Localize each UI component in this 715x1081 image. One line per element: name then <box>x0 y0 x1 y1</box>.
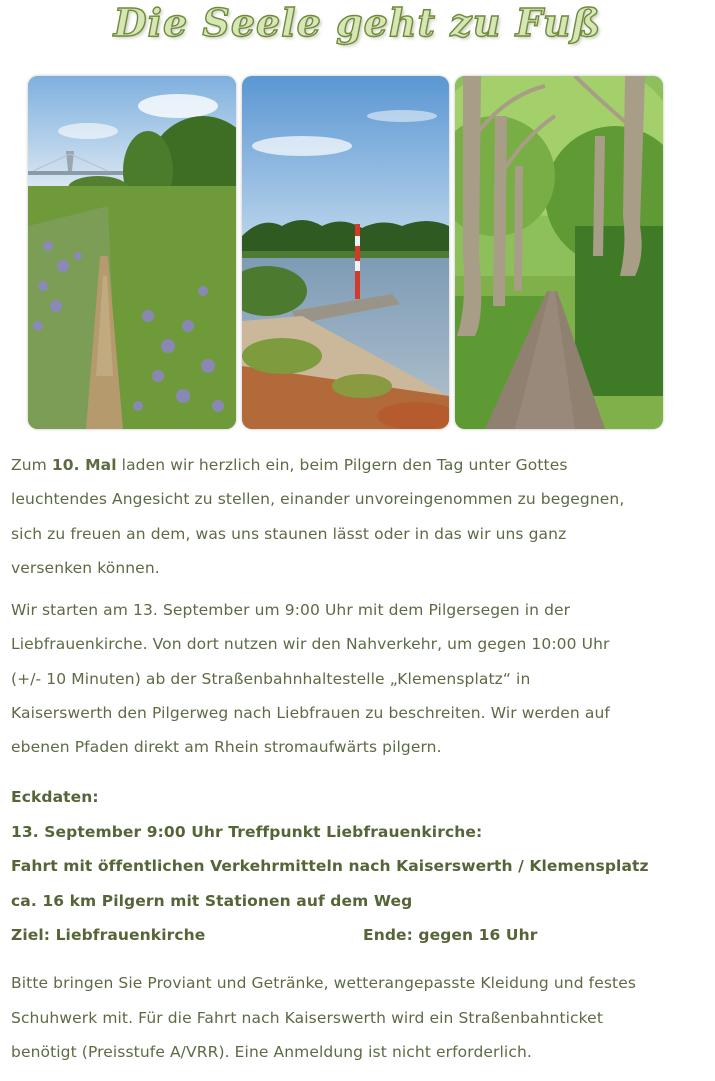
schedule-line-5: ebenen Pfaden direkt am Rhein stromaufwärts pilgern. <box>11 738 442 757</box>
notes-paragraph <box>11 966 705 1070</box>
anniversary-emphasis: 10. Mal <box>51 456 117 474</box>
facts-meeting-point: 13. September 9:00 Uhr Treffpunkt Liebfrauenkirche: <box>11 822 483 841</box>
intro-line-4: versenken können. <box>11 558 160 577</box>
facts-goal: Ziel: Liebfrauenkirche <box>11 926 206 944</box>
intro-line-2: leuchtendes Angesicht zu stellen, einander unvoreingenommen zu begegnen, <box>11 490 625 509</box>
schedule-line-3: (+/- 10 Minuten) ab der Straßenbahnhaltestelle „Klemensplatz“ in <box>11 669 531 688</box>
notes-line-2: Schuhwerk mit. Für die Fahrt nach Kaiserswerth wird ein Straßenbahnticket <box>11 1008 603 1027</box>
schedule-paragraph <box>11 593 705 764</box>
schedule-line-4: Kaiserswerth den Pilgerweg nach Liebfrauen zu beschreiten. Wir werden auf <box>11 703 610 722</box>
page-title: Die Seele geht zu Fuß <box>113 0 602 45</box>
intro-paragraph <box>11 448 705 585</box>
facts-transport: Fahrt mit öffentlichen Verkehrmitteln nach Kaiserswerth / Klemensplatz <box>11 857 649 875</box>
photo-rhine-river <box>242 76 449 429</box>
notes-line-3: benötigt (Preisstufe A/VRR). Eine Anmeldung ist nicht erforderlich. <box>11 1043 532 1061</box>
schedule-line-1: Wir starten am 13. September um 9:00 Uhr mit dem Pilgersegen in der <box>11 601 571 619</box>
photo-meadow-path <box>28 76 236 429</box>
intro-line-1: Zum 10. Mal laden wir herzlich ein, beim Pilgern den Tag unter Gottes <box>11 456 568 474</box>
facts-goal-end-row <box>11 918 705 953</box>
facts-end-time: Ende: gegen 16 Uhr <box>363 926 538 944</box>
schedule-line-2: Liebfrauenkirche. Von dort nutzen wir den Nahverkehr, um gegen 10:00 Uhr <box>11 635 610 654</box>
key-facts <box>11 780 705 953</box>
intro-line-3: sich zu freuen an dem, was uns staunen lässt oder in das wir uns ganz <box>11 524 567 543</box>
facts-distance: ca. 16 km Pilgern mit Stationen auf dem Weg <box>11 891 413 910</box>
notes-line-1: Bitte bringen Sie Proviant und Getränke, wetterangepasste Kleidung und festes <box>11 974 637 992</box>
facts-heading: Eckdaten: <box>11 788 99 806</box>
photo-tree-avenue <box>455 76 663 429</box>
